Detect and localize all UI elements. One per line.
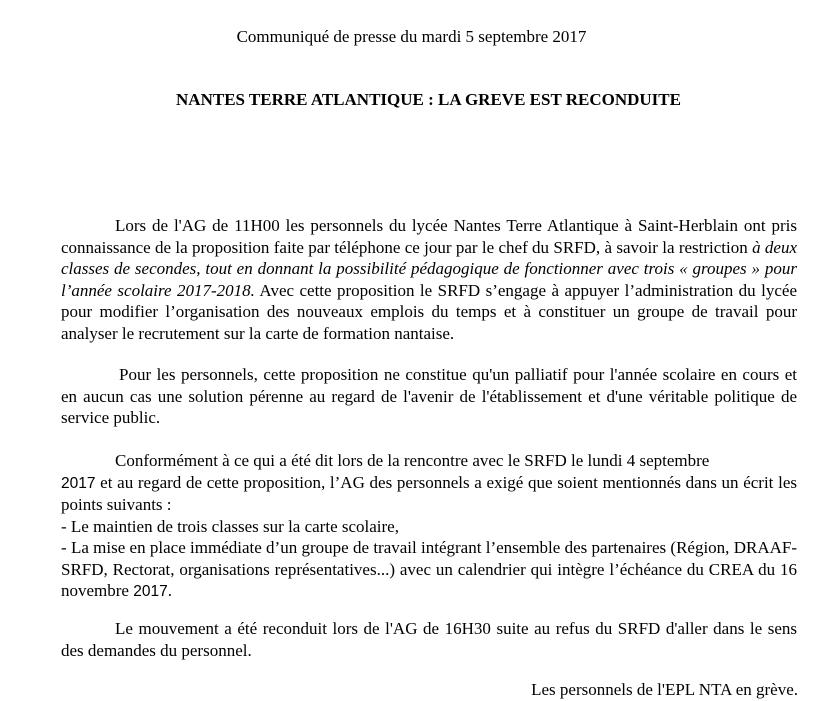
- signature: Les personnels de l'EPL NTA en grève.: [531, 680, 798, 699]
- paragraph-text: .: [167, 581, 172, 600]
- press-release-date: Communiqué de presse du mardi 5 septembre 2017: [236, 27, 587, 46]
- paragraph-text: Lors de l'AG de 11H00 les personnels du lycée Nantes Terre Atlantique à Saint-Herblain ont pris connaissance de la proposition faite par téléphone ce jour par le chef du SRFD, à savoir la restriction: [61, 216, 797, 257]
- paragraph-text: Pour les personnels, cette proposition ne constitue qu'un palliatif pour l'année scolaire en cours et en aucun cas une solution pérenne au regard de l'avenir de l'établissement et d'une véritable politique de service public.: [61, 365, 797, 427]
- paragraph-mouvement: [61, 618, 797, 661]
- paragraph-year: 2017: [61, 474, 96, 492]
- paragraph-conformement: [61, 450, 797, 603]
- paragraph-text: Avec cette proposition le SRFD s’engage à appuyer l’administration du lycée pour modifier l’organisation des nouveaux emplois du temps et à constituer un groupe de travail pour analyser le recrutement sur la carte de formation nantaise.: [61, 280, 797, 343]
- paragraph-year: 2017: [133, 583, 168, 600]
- paragraph-italic-text: à deux classes de secondes, tout en donnant la possibilité pédagogique de fonctionner avec trois « groupes » pour l’année scolaire 2017-2018.: [61, 237, 798, 300]
- paragraph-ag-11h00: [61, 215, 797, 344]
- paragraph-personnels: [61, 364, 797, 429]
- paragraph-text: et au regard de cette proposition, l’AG des personnels a exigé que soient mentionnés dans un écrit les points suivants :: [61, 472, 797, 514]
- paragraph-text: Conformément à ce qui a été dit lors de la rencontre avec le SRFD le lundi 4 septembre: [115, 451, 710, 470]
- page-title: NANTES TERRE ATLANTIQUE : LA GREVE EST RECONDUITE: [176, 90, 681, 109]
- list-item: - La mise en place immédiate d’un groupe de travail intégrant l’ensemble des partenaires (Région, DRAAF-SRFD, Rectorat, organisations représentatives...) avec un calendrier qui intègre l’échéance du CREA du 16 novembre: [61, 538, 797, 600]
- paragraph-text: Le mouvement a été reconduit lors de l'AG de 16H30 suite au refus du SRFD d'aller dans le sens des demandes du personnel.: [61, 619, 797, 660]
- list-item: - Le maintien de trois classes sur la carte scolaire,: [61, 516, 399, 536]
